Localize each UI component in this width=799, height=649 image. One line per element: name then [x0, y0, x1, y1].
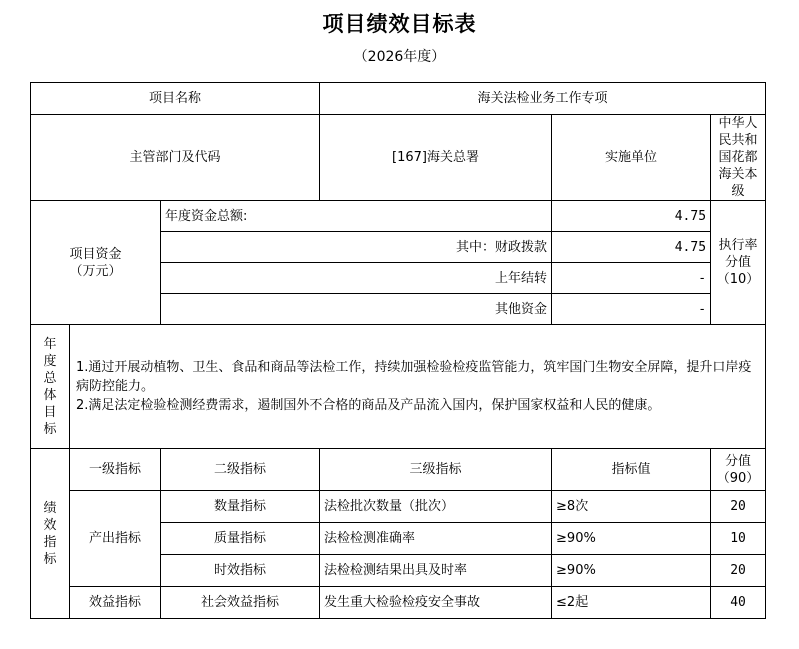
indicator-value-cell: ≥90%: [552, 523, 711, 555]
funds-carryover-value: -: [552, 263, 711, 294]
funds-fiscal-value: 4.75: [552, 232, 711, 263]
level2-cell: 数量指标: [161, 491, 320, 523]
indicator-value-cell: ≥8次: [552, 491, 711, 523]
funds-total-row: [31, 201, 766, 232]
funds-other-label: 其他资金: [161, 294, 552, 325]
indicator-header-row: [31, 449, 766, 491]
project-name-row: [31, 83, 766, 115]
department-row: [31, 115, 766, 201]
funds-label: 项目资金 （万元）: [31, 201, 161, 325]
table-row: [31, 587, 766, 619]
department-value: [167]海关总署: [320, 115, 552, 201]
page-subtitle: （2026年度）: [353, 49, 446, 65]
funds-carryover-label: 上年结转: [161, 263, 552, 294]
funds-total-value: 4.75: [552, 201, 711, 232]
score-cell: 10: [711, 523, 766, 555]
level3-cell: 法检检测准确率: [320, 523, 552, 555]
goal-item: 1.通过开展动植物、卫生、食品和商品等法检工作，持续加强检验检疫监管能力，筑牢国门生物安全屏障，提升口岸疫病防控能力。: [76, 360, 752, 394]
project-name-label: 项目名称: [31, 83, 320, 115]
level3-cell: 发生重大检验检疫安全事故: [320, 587, 552, 619]
value-header: 指标值: [552, 449, 711, 491]
implementing-unit-value: 中华人民共和国花都海关本级: [711, 115, 766, 201]
indicator-value-cell: ≥90%: [552, 555, 711, 587]
level2-cell: 社会效益指标: [161, 587, 320, 619]
level2-header: 二级指标: [161, 449, 320, 491]
execution-rate-score-label: 执行率 分值 （10）: [711, 201, 766, 325]
benefit-indicator-label: 效益指标: [70, 587, 161, 619]
goal-item: 2.满足法定检验检测经费需求，遏制国外不合格的商品及产品流入国内，保护国家权益和人民的健康。: [76, 398, 661, 413]
score-header: 分值 （90）: [711, 449, 766, 491]
indicator-value-cell: ≤2起: [552, 587, 711, 619]
annual-goals-label: 年 度 总 体 目 标: [31, 325, 70, 449]
funds-other-value: -: [552, 294, 711, 325]
level2-cell: 时效指标: [161, 555, 320, 587]
project-name-value: 海关法检业务工作专项: [320, 83, 766, 115]
score-cell: 40: [711, 587, 766, 619]
page-title: 项目绩效目标表: [322, 12, 477, 36]
performance-table: [30, 82, 766, 619]
level3-cell: 法检检测结果出具及时率: [320, 555, 552, 587]
table-row: [31, 491, 766, 523]
annual-goals-content: [70, 325, 766, 449]
output-indicator-label: 产出指标: [70, 491, 161, 587]
implementing-unit-label: 实施单位: [552, 115, 711, 201]
score-cell: 20: [711, 555, 766, 587]
level3-header: 三级指标: [320, 449, 552, 491]
funds-fiscal-label: 其中：财政拨款: [161, 232, 552, 263]
level1-header: 一级指标: [70, 449, 161, 491]
score-cell: 20: [711, 491, 766, 523]
level3-cell: 法检批次数量（批次）: [320, 491, 552, 523]
annual-goals-row: [31, 325, 766, 449]
funds-total-label: 年度资金总额:: [161, 201, 552, 232]
performance-indicators-label: 绩 效 指 标: [31, 449, 70, 619]
level2-cell: 质量指标: [161, 523, 320, 555]
department-label: 主管部门及代码: [31, 115, 320, 201]
